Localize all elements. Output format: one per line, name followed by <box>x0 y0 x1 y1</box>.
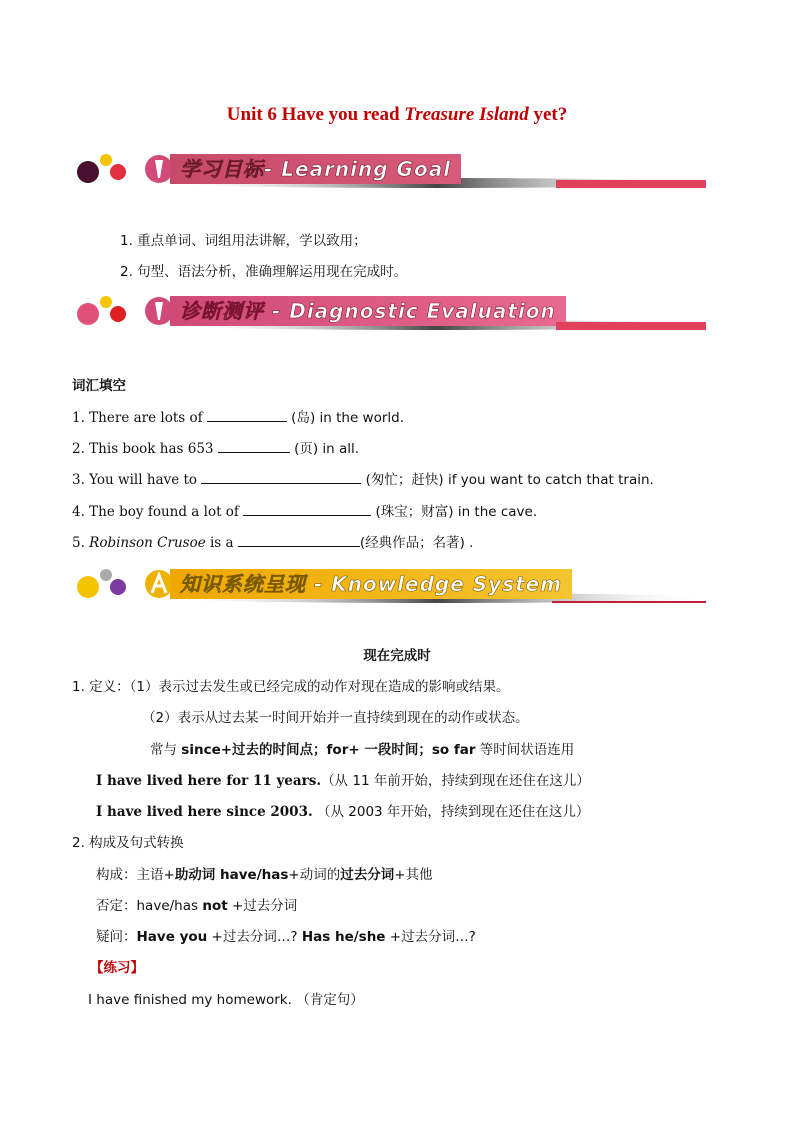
usage-line: 常与 since+过去的时间点；for+ 一段时间；so far 等时间状语连用 <box>150 742 575 758</box>
decorative-dots-icon <box>72 565 142 605</box>
banner-title: 学习目标- Learning Goal <box>170 154 461 184</box>
fill-blank[interactable] <box>207 409 287 422</box>
banner-red-bar <box>556 322 706 330</box>
page-title: Unit 6 Have you read Treasure Island yet? <box>226 104 568 125</box>
vocab-item-4: 4. The boy found a lot of (珠宝；财富) in the cave. <box>72 504 538 520</box>
banner-knowledge-system <box>72 565 712 625</box>
definition-line: 1. 定义：（1）表示过去发生或已经完成的动作对现在造成的影响或结果。 <box>72 679 510 695</box>
fill-blank[interactable] <box>218 440 290 453</box>
structure-heading: 2. 构成及句式转换 <box>72 835 184 851</box>
banner-title: 诊断测评 - Diagnostic Evaluation <box>170 296 566 326</box>
decorative-dots-icon <box>72 150 142 190</box>
banner-diagnostic-evaluation <box>72 292 712 352</box>
banner-title: 知识系统呈现 - Knowledge System <box>170 569 572 599</box>
section-heading: 现在完成时 <box>363 648 431 664</box>
structure-line: 构成：主语+助动词 have/has+动词的过去分词+其他 <box>96 867 433 883</box>
vocab-item-5: 5. Robinson Crusoe is a (经典作品；名著) . <box>72 535 474 551</box>
practice-label: 【练习】 <box>90 960 144 976</box>
practice-item: I have finished my homework. （肯定句） <box>88 992 364 1008</box>
fill-blank[interactable] <box>238 534 360 547</box>
banner-rule <box>552 601 706 603</box>
vocab-item-2: 2. This book has 653 (页) in all. <box>72 441 360 457</box>
vocab-heading: 词汇填空 <box>72 378 126 394</box>
goal-item: 2. 句型、语法分析，准确理解运用现在完成时。 <box>120 264 408 280</box>
decorative-dots-icon <box>72 292 142 332</box>
negative-line: 否定：have/has not +过去分词 <box>96 898 298 914</box>
goal-item: 1. 重点单词、词组用法讲解，学以致用； <box>120 233 367 249</box>
definition-line-2: （2）表示从过去某一时间开始并一直持续到现在的动作或状态。 <box>142 710 529 726</box>
fill-blank[interactable] <box>201 471 361 484</box>
example-sentence-2: I have lived here since 2003. （从 2003 年开始，持续到现在还住在这儿） <box>96 804 590 820</box>
banner-learning-goal <box>72 150 712 210</box>
vocab-item-1: 1. There are lots of (岛) in the world. <box>72 410 405 426</box>
vocab-item-3: 3. You will have to (匆忙；赶快) if you want to catch that train. <box>72 472 654 488</box>
banner-red-bar <box>556 180 706 188</box>
question-line: 疑问：Have you +过去分词…? Has he/she +过去分词…? <box>96 929 476 945</box>
fill-blank[interactable] <box>243 503 371 516</box>
example-sentence-1: I have lived here for 11 years.（从 11 年前开始，持续到现在还住在这儿） <box>96 773 590 789</box>
